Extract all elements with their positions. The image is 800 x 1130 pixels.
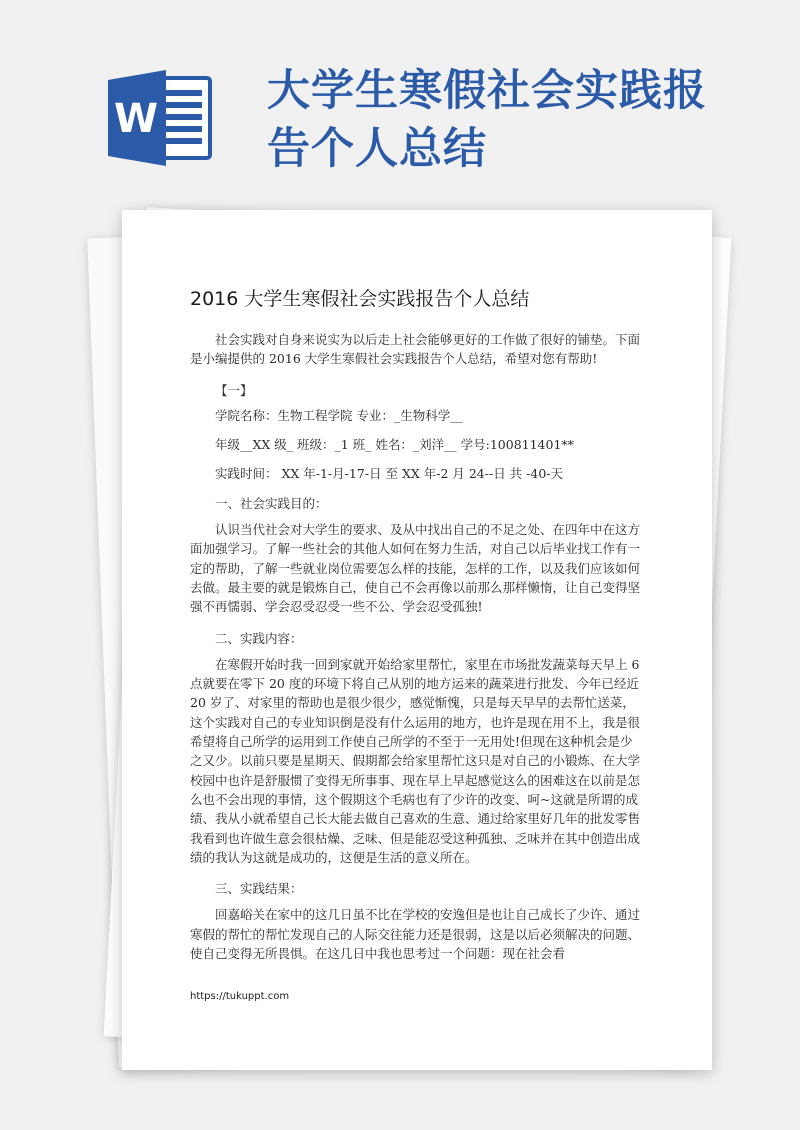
document-title: 2016 大学生寒假社会实践报告个人总结 [190, 288, 530, 310]
page-heading [267, 62, 777, 178]
footer-url[interactable]: https://tukuppt.com [190, 991, 290, 1002]
heading-results: 三、实践结果： [215, 881, 303, 897]
page-heading-line1: 大学生寒假社会实践报 [267, 66, 707, 116]
word-icon-letter: W [113, 96, 159, 142]
page-heading-line2: 告个人总结 [267, 124, 487, 174]
college-field: 学院名称：生物工程学院 专业：_生物科学__ [215, 407, 463, 423]
results-paragraph: 回嘉峪关在家中的这几日虽不比在学校的安逸但是也让自己成长了少许、通过寒假的帮忙的帮忙发现自己的人际交往能力还是很弱，这是以后必须解决的问题、使自己变得无所畏惧。在这几日中我也思考过一个问题：现在社会看 [190, 907, 641, 962]
purpose-paragraph: 认识当代社会对大学生的要求、及从中找出自己的不足之处、在四年中在这方面加强学习。了解一些社会的其他人如何在努力生活，对自己以后毕业找工作有一定的帮助，了解一些就业岗位需要怎么样的技能，怎样的工作，以及我们应该如何去做。最主要的就是锻炼自己，使自己不会再像以前那么那样懒惰，让自己变得坚强不再懦弱、学会忍受忍受一些不公、学会忍受孤独! [190, 522, 641, 615]
heading-content: 二、实践内容： [215, 630, 303, 646]
heading-purpose: 一、社会实践目的： [215, 495, 328, 511]
document-body [190, 330, 640, 963]
document-page [122, 210, 712, 1070]
practice-time-field: 实践时间： XX 年-1-月-17-日 至 XX 年-2 月 24--日 共 -40-天 [215, 466, 563, 482]
intro-paragraph: 社会实践对自身来说实为以后走上社会能够更好的工作做了很好的铺垫。下面是小编提供的 2016 大学生寒假社会实践报告个人总结，希望对您有帮助! [190, 332, 641, 367]
section-tag: 【一】 [215, 382, 253, 398]
content-paragraph: 在寒假开始时我一回到家就开始给家里帮忙，家里在市场批发蔬菜每天早上 6 点就要在零下 20 度的环境下将自己从别的地方运来的蔬菜进行批发、今年已经近 20 岁了、对家里的帮助也是很少很少，感觉惭愧，只是每天早早的去帮忙送菜，这个实践对自己的专业知识倒是没有什么运用的地方，也许是现在用不上，我是很希望将自己所学的运用到工作使自己所学的不至于一无用处!但现在这种机会是少之又少。以前只要是星期天、假期都会给家里帮忙这只是对自己的小锻炼、在大学校园中也许是舒服惯了变得无所事事、现在早上早起感觉这么的困难这在以前是怎么也不会出现的事情，这个假期这个毛病也有了少许的改变、呵~这就是所谓的成绩、我从小就希望自己长大能去做自己喜欢的生意、通过给家里好几年的批发零售我看到也许做生意会很枯燥、乏味、但是能忍受这种孤独、乏味并在其中创造出成绩的我认为这就是成功的，这便是生活的意义所在。 [190, 656, 641, 865]
student-info-field: 年级__XX 级_ 班级：_1 班_ 姓名：_刘洋__ 学号:100811401** [215, 437, 574, 453]
word-document-icon [108, 70, 214, 166]
